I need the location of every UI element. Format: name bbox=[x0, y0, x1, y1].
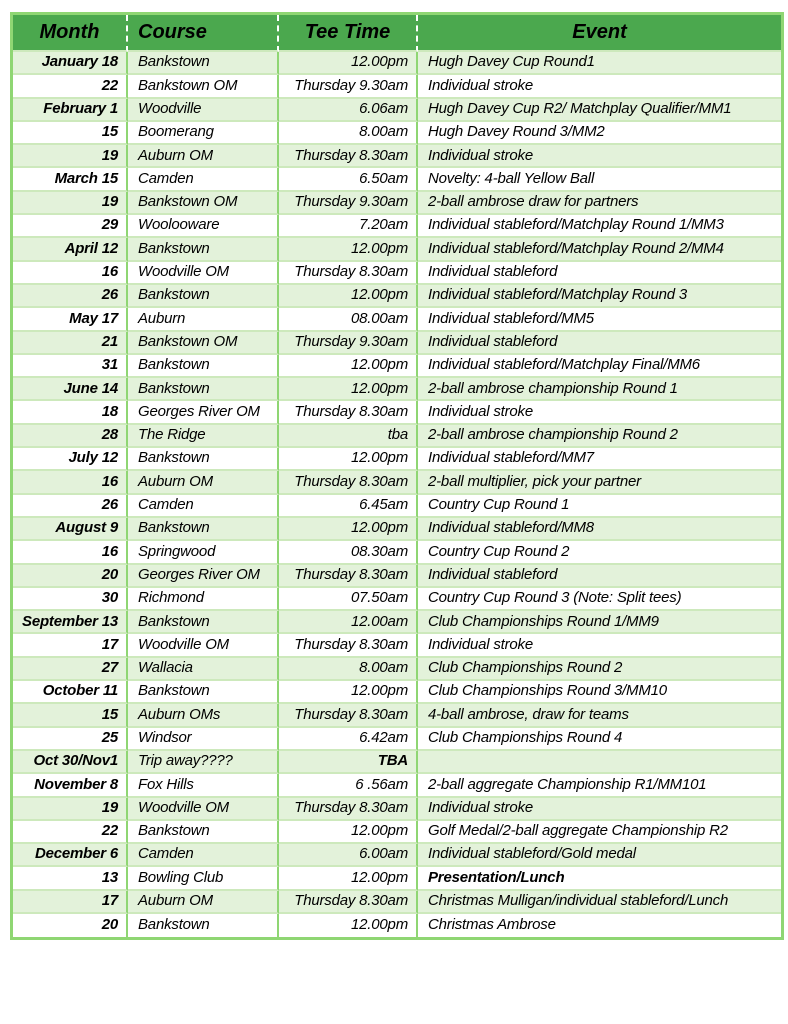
cell-month: February 1 bbox=[13, 99, 128, 122]
cell-event: Individual stroke bbox=[418, 75, 781, 98]
table-row bbox=[13, 99, 781, 122]
header-row bbox=[13, 15, 781, 52]
cell-event: Club Championships Round 4 bbox=[418, 728, 781, 751]
cell-month: 19 bbox=[13, 798, 128, 821]
table-row bbox=[13, 914, 781, 937]
cell-tee-time: Thursday 8.30am bbox=[279, 471, 418, 494]
cell-course: Bankstown OM bbox=[128, 192, 279, 215]
cell-tee-time: Thursday 8.30am bbox=[279, 634, 418, 657]
cell-month: 19 bbox=[13, 145, 128, 168]
cell-event: 2-ball multiplier, pick your partner bbox=[418, 471, 781, 494]
cell-tee-time: 6.42am bbox=[279, 728, 418, 751]
cell-month: 13 bbox=[13, 867, 128, 890]
cell-event: Golf Medal/2-ball aggregate Championship R2 bbox=[418, 821, 781, 844]
cell-event: Individual stroke bbox=[418, 401, 781, 424]
table-row bbox=[13, 425, 781, 448]
cell-month: December 6 bbox=[13, 844, 128, 867]
table-row bbox=[13, 565, 781, 588]
table-row bbox=[13, 192, 781, 215]
cell-tee-time: 8.00am bbox=[279, 658, 418, 681]
cell-course: Woodville OM bbox=[128, 634, 279, 657]
cell-course: Bankstown bbox=[128, 518, 279, 541]
cell-month: 21 bbox=[13, 332, 128, 355]
cell-course: Bankstown bbox=[128, 355, 279, 378]
cell-event: Country Cup Round 3 (Note: Split tees) bbox=[418, 588, 781, 611]
cell-course: Auburn OM bbox=[128, 145, 279, 168]
cell-tee-time: 12.00pm bbox=[279, 378, 418, 401]
cell-month: March 15 bbox=[13, 168, 128, 191]
cell-event: Country Cup Round 2 bbox=[418, 541, 781, 564]
cell-course: Woodville OM bbox=[128, 262, 279, 285]
cell-tee-time: 8.00am bbox=[279, 122, 418, 145]
cell-course: Bankstown bbox=[128, 611, 279, 634]
cell-course: Bankstown bbox=[128, 238, 279, 261]
cell-tee-time: Thursday 8.30am bbox=[279, 565, 418, 588]
cell-course: Georges River OM bbox=[128, 565, 279, 588]
cell-tee-time: 12.00pm bbox=[279, 681, 418, 704]
cell-event: Hugh Davey Round 3/MM2 bbox=[418, 122, 781, 145]
cell-month: 26 bbox=[13, 285, 128, 308]
table-row bbox=[13, 401, 781, 424]
column-header-course: Course bbox=[128, 15, 279, 52]
cell-month: November 8 bbox=[13, 774, 128, 797]
cell-event: Individual stableford bbox=[418, 565, 781, 588]
cell-tee-time: 12.00pm bbox=[279, 914, 418, 937]
cell-event: Individual stroke bbox=[418, 145, 781, 168]
cell-course: Camden bbox=[128, 844, 279, 867]
cell-tee-time: Thursday 9.30am bbox=[279, 192, 418, 215]
cell-tee-time: 6.06am bbox=[279, 99, 418, 122]
cell-month: 29 bbox=[13, 215, 128, 238]
cell-course: Bankstown bbox=[128, 681, 279, 704]
cell-month: 16 bbox=[13, 471, 128, 494]
table-row bbox=[13, 168, 781, 191]
cell-month: October 11 bbox=[13, 681, 128, 704]
table-row bbox=[13, 634, 781, 657]
table-row bbox=[13, 122, 781, 145]
cell-tee-time: TBA bbox=[279, 751, 418, 774]
cell-month: 19 bbox=[13, 192, 128, 215]
cell-month: January 18 bbox=[13, 52, 128, 75]
cell-event: Club Championships Round 1/MM9 bbox=[418, 611, 781, 634]
cell-month: 22 bbox=[13, 821, 128, 844]
cell-event: Individual stroke bbox=[418, 798, 781, 821]
cell-tee-time: 12.00pm bbox=[279, 867, 418, 890]
cell-tee-time: 6.00am bbox=[279, 844, 418, 867]
table-row bbox=[13, 588, 781, 611]
cell-course: Boomerang bbox=[128, 122, 279, 145]
cell-month: 27 bbox=[13, 658, 128, 681]
table-row bbox=[13, 75, 781, 98]
cell-event: Novelty: 4-ball Yellow Ball bbox=[418, 168, 781, 191]
cell-course: Auburn bbox=[128, 308, 279, 331]
cell-tee-time: 12.00pm bbox=[279, 518, 418, 541]
table-row bbox=[13, 844, 781, 867]
cell-tee-time: 12.00am bbox=[279, 611, 418, 634]
cell-event: 4-ball ambrose, draw for teams bbox=[418, 704, 781, 727]
table-row bbox=[13, 658, 781, 681]
table-row bbox=[13, 681, 781, 704]
table-row bbox=[13, 541, 781, 564]
cell-event bbox=[418, 751, 781, 774]
cell-event: Individual stableford bbox=[418, 332, 781, 355]
cell-event: Club Championships Round 3/MM10 bbox=[418, 681, 781, 704]
cell-course: Georges River OM bbox=[128, 401, 279, 424]
table-row bbox=[13, 774, 781, 797]
cell-tee-time: 12.00pm bbox=[279, 448, 418, 471]
column-header-tee-time: Tee Time bbox=[279, 15, 418, 52]
cell-month: 15 bbox=[13, 704, 128, 727]
cell-course: Camden bbox=[128, 495, 279, 518]
table-row bbox=[13, 308, 781, 331]
cell-month: 16 bbox=[13, 262, 128, 285]
cell-event: Individual stableford/MM5 bbox=[418, 308, 781, 331]
cell-month: 15 bbox=[13, 122, 128, 145]
cell-event: Christmas Mulligan/individual stableford/Lunch bbox=[418, 891, 781, 914]
cell-month: 28 bbox=[13, 425, 128, 448]
cell-course: Bankstown bbox=[128, 448, 279, 471]
cell-tee-time: 6.45am bbox=[279, 495, 418, 518]
table-row bbox=[13, 471, 781, 494]
table-row bbox=[13, 285, 781, 308]
table-row bbox=[13, 448, 781, 471]
cell-month: 17 bbox=[13, 891, 128, 914]
cell-course: Bankstown bbox=[128, 821, 279, 844]
cell-event: Hugh Davey Cup R2/ Matchplay Qualifier/MM1 bbox=[418, 99, 781, 122]
cell-course: Trip away???? bbox=[128, 751, 279, 774]
table-row bbox=[13, 262, 781, 285]
cell-event: Club Championships Round 2 bbox=[418, 658, 781, 681]
cell-tee-time: Thursday 8.30am bbox=[279, 704, 418, 727]
cell-tee-time: Thursday 8.30am bbox=[279, 401, 418, 424]
cell-event: Christmas Ambrose bbox=[418, 914, 781, 937]
cell-event: 2-ball ambrose draw for partners bbox=[418, 192, 781, 215]
table-row bbox=[13, 751, 781, 774]
cell-event: Hugh Davey Cup Round1 bbox=[418, 52, 781, 75]
cell-month: August 9 bbox=[13, 518, 128, 541]
cell-tee-time: 07.50am bbox=[279, 588, 418, 611]
table-row bbox=[13, 518, 781, 541]
cell-course: Bankstown OM bbox=[128, 332, 279, 355]
table-row bbox=[13, 495, 781, 518]
cell-month: Oct 30/Nov1 bbox=[13, 751, 128, 774]
cell-month: 16 bbox=[13, 541, 128, 564]
cell-course: Woodville OM bbox=[128, 798, 279, 821]
table-row bbox=[13, 821, 781, 844]
cell-event: Individual stableford/Matchplay Round 2/MM4 bbox=[418, 238, 781, 261]
cell-month: May 17 bbox=[13, 308, 128, 331]
cell-event: Individual stroke bbox=[418, 634, 781, 657]
table-row bbox=[13, 332, 781, 355]
table-row bbox=[13, 215, 781, 238]
cell-tee-time: Thursday 8.30am bbox=[279, 145, 418, 168]
cell-event: Individual stableford/MM8 bbox=[418, 518, 781, 541]
cell-tee-time: 6 .56am bbox=[279, 774, 418, 797]
cell-month: 20 bbox=[13, 565, 128, 588]
cell-course: Wallacia bbox=[128, 658, 279, 681]
cell-course: Auburn OM bbox=[128, 471, 279, 494]
cell-tee-time: Thursday 8.30am bbox=[279, 798, 418, 821]
cell-tee-time: 12.00pm bbox=[279, 355, 418, 378]
cell-event: 2-ball aggregate Championship R1/MM101 bbox=[418, 774, 781, 797]
cell-course: Bankstown bbox=[128, 285, 279, 308]
cell-tee-time: 12.00pm bbox=[279, 52, 418, 75]
cell-course: Fox Hills bbox=[128, 774, 279, 797]
cell-month: July 12 bbox=[13, 448, 128, 471]
cell-course: Windsor bbox=[128, 728, 279, 751]
cell-event: Presentation/Lunch bbox=[418, 867, 781, 890]
cell-month: April 12 bbox=[13, 238, 128, 261]
cell-month: 30 bbox=[13, 588, 128, 611]
cell-tee-time: Thursday 9.30am bbox=[279, 332, 418, 355]
cell-course: Auburn OM bbox=[128, 891, 279, 914]
cell-tee-time: 7.20am bbox=[279, 215, 418, 238]
cell-tee-time: Thursday 8.30am bbox=[279, 891, 418, 914]
table-row bbox=[13, 145, 781, 168]
cell-month: 31 bbox=[13, 355, 128, 378]
cell-event: Individual stableford/Matchplay Round 3 bbox=[418, 285, 781, 308]
schedule-table-body bbox=[13, 52, 781, 937]
cell-tee-time: 12.00pm bbox=[279, 821, 418, 844]
table-row bbox=[13, 378, 781, 401]
cell-month: 20 bbox=[13, 914, 128, 937]
cell-event: Individual stableford/Matchplay Round 1/MM3 bbox=[418, 215, 781, 238]
table-row bbox=[13, 891, 781, 914]
cell-course: Camden bbox=[128, 168, 279, 191]
cell-month: 26 bbox=[13, 495, 128, 518]
cell-tee-time: Thursday 9.30am bbox=[279, 75, 418, 98]
cell-tee-time: 12.00pm bbox=[279, 238, 418, 261]
cell-course: Bowling Club bbox=[128, 867, 279, 890]
table-row bbox=[13, 355, 781, 378]
cell-course: Springwood bbox=[128, 541, 279, 564]
schedule-table-header bbox=[13, 15, 781, 52]
cell-event: Individual stableford/Gold medal bbox=[418, 844, 781, 867]
cell-month: September 13 bbox=[13, 611, 128, 634]
table-row bbox=[13, 798, 781, 821]
table-row bbox=[13, 728, 781, 751]
cell-tee-time: 6.50am bbox=[279, 168, 418, 191]
cell-tee-time: tba bbox=[279, 425, 418, 448]
column-header-event: Event bbox=[418, 15, 781, 52]
cell-course: Woolooware bbox=[128, 215, 279, 238]
table-row bbox=[13, 52, 781, 75]
cell-course: Auburn OMs bbox=[128, 704, 279, 727]
cell-event: Individual stableford bbox=[418, 262, 781, 285]
cell-event: Individual stableford/MM7 bbox=[418, 448, 781, 471]
cell-month: 22 bbox=[13, 75, 128, 98]
cell-event: Individual stableford/Matchplay Final/MM6 bbox=[418, 355, 781, 378]
cell-month: 25 bbox=[13, 728, 128, 751]
table-row bbox=[13, 611, 781, 634]
cell-course: The Ridge bbox=[128, 425, 279, 448]
cell-event: 2-ball ambrose championship Round 1 bbox=[418, 378, 781, 401]
cell-month: June 14 bbox=[13, 378, 128, 401]
cell-month: 18 bbox=[13, 401, 128, 424]
cell-month: 17 bbox=[13, 634, 128, 657]
cell-course: Woodville bbox=[128, 99, 279, 122]
cell-course: Bankstown bbox=[128, 378, 279, 401]
cell-course: Bankstown bbox=[128, 52, 279, 75]
cell-tee-time: 12.00pm bbox=[279, 285, 418, 308]
cell-event: Country Cup Round 1 bbox=[418, 495, 781, 518]
cell-course: Richmond bbox=[128, 588, 279, 611]
cell-tee-time: 08.00am bbox=[279, 308, 418, 331]
table-row bbox=[13, 238, 781, 261]
table-row bbox=[13, 867, 781, 890]
cell-course: Bankstown bbox=[128, 914, 279, 937]
cell-tee-time: 08.30am bbox=[279, 541, 418, 564]
cell-tee-time: Thursday 8.30am bbox=[279, 262, 418, 285]
column-header-month: Month bbox=[13, 15, 128, 52]
cell-course: Bankstown OM bbox=[128, 75, 279, 98]
table-row bbox=[13, 704, 781, 727]
schedule-table bbox=[10, 12, 784, 940]
cell-event: 2-ball ambrose championship Round 2 bbox=[418, 425, 781, 448]
